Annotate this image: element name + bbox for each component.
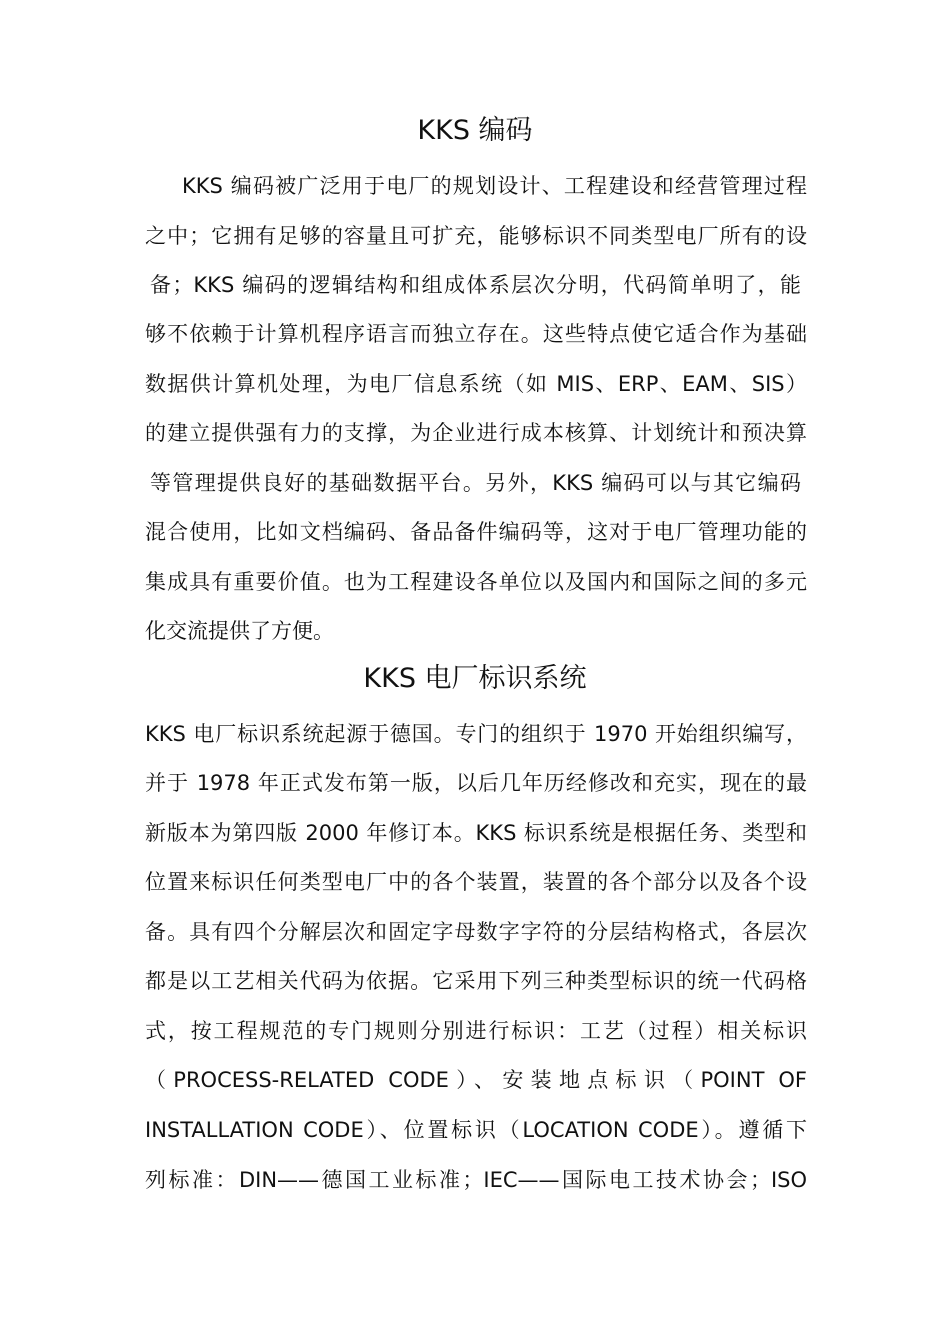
section-title-kks-coding: KKS 编码: [417, 115, 533, 146]
paragraph-line: 的建立提供强有力的支撑，为企业进行成本核算、计划统计和预决算: [145, 421, 807, 445]
paragraph-line: KKS 电厂标识系统起源于德国。专门的组织于 1970 开始组织编写，: [145, 722, 807, 746]
paragraph-line: KKS 编码被广泛用于电厂的规划设计、工程建设和经营管理过程: [182, 174, 807, 198]
paragraph-line: 式，按工程规范的专门规则分别进行标识：工艺（过程）相关标识: [145, 1019, 807, 1043]
paragraph-line: （PROCESS-RELATED CODE）、安装地点标识（POINT OF: [145, 1068, 807, 1092]
paragraph-line: 列标准：DIN——德国工业标准；IEC——国际电工技术协会；ISO: [145, 1168, 807, 1192]
paragraph-line: 混合使用，比如文档编码、备品备件编码等，这对于电厂管理功能的: [145, 520, 807, 544]
paragraph-line: 并于 1978 年正式发布第一版，以后几年历经修改和充实，现在的最: [145, 771, 807, 795]
paragraph-line: 够不依赖于计算机程序语言而独立存在。这些特点使它适合作为基础: [145, 322, 807, 346]
section-title-kks-plant-identification: KKS 电厂标识系统: [363, 663, 587, 694]
paragraph-line: 化交流提供了方便。: [145, 619, 334, 643]
paragraph-line: 集成具有重要价值。也为工程建设各单位以及国内和国际之间的多元: [145, 570, 807, 594]
paragraph-line: INSTALLATION CODE）、位置标识（LOCATION CODE）。遵循下: [145, 1118, 807, 1142]
paragraph-line: 位置来标识任何类型电厂中的各个装置，装置的各个部分以及各个设: [145, 870, 807, 894]
paragraph-line: 等管理提供良好的基础数据平台。另外，KKS 编码可以与其它编码: [150, 471, 801, 495]
paragraph-line: 数据供计算机处理，为电厂信息系统（如 MIS、ERP、EAM、SIS）: [145, 372, 807, 396]
paragraph-line: 之中；它拥有足够的容量且可扩充，能够标识不同类型电厂所有的设: [145, 224, 807, 248]
paragraph-line: 备。具有四个分解层次和固定字母数字字符的分层结构格式，各层次: [145, 920, 807, 944]
paragraph-line: 都是以工艺相关代码为依据。它采用下列三种类型标识的统一代码格: [145, 969, 807, 993]
paragraph-line: 备；KKS 编码的逻辑结构和组成体系层次分明，代码简单明了，能: [150, 273, 801, 297]
paragraph-line: 新版本为第四版 2000 年修订本。KKS 标识系统是根据任务、类型和: [145, 821, 807, 845]
